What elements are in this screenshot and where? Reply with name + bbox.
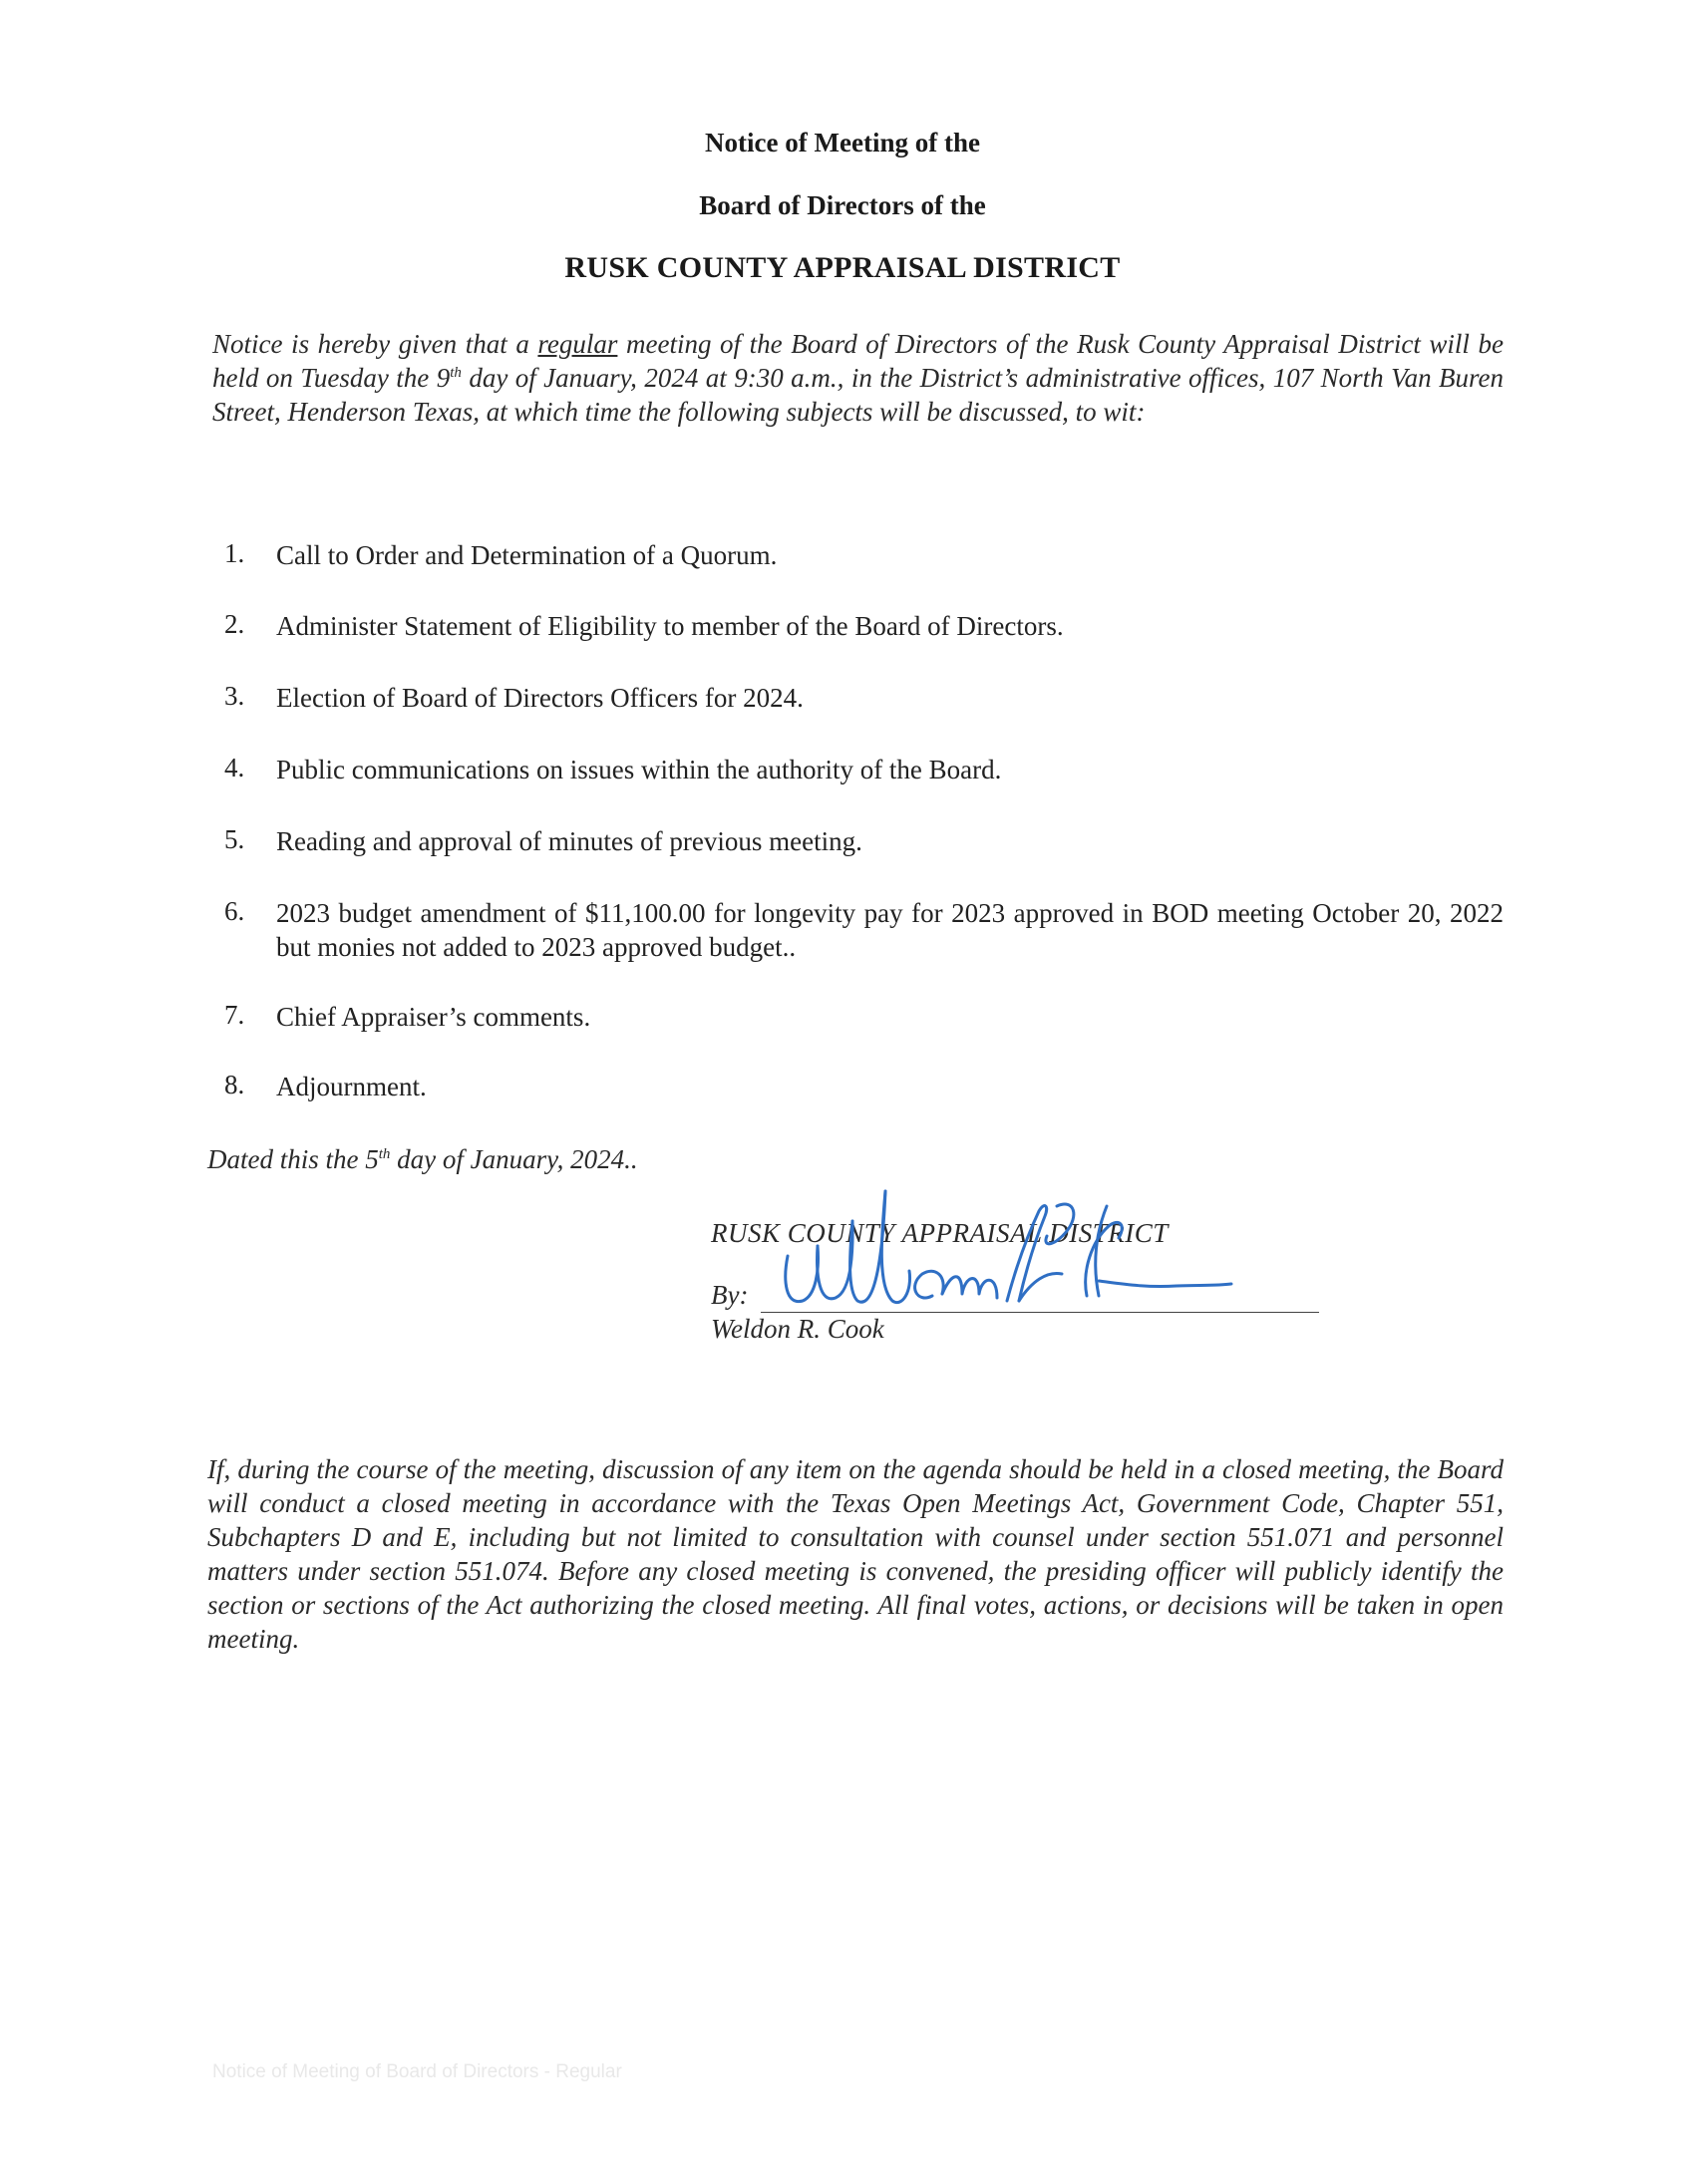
intro-text-1: Notice is hereby given that a <box>212 329 538 359</box>
faint-footer-text: Notice of Meeting of Board of Directors - Regular <box>212 2061 622 2082</box>
intro-superscript: th <box>450 365 462 381</box>
agenda-number: 2. <box>224 609 245 639</box>
agenda-text: Public communications on issues within the authority of the Board. <box>276 755 1002 784</box>
handwritten-signature <box>758 1176 1236 1326</box>
agenda-number: 3. <box>224 681 245 711</box>
agenda-number: 1. <box>224 538 245 568</box>
closing-paragraph: If, during the course of the meeting, discussion of any item on the agenda should be held in a closed meeting, the Board will conduct a closed meeting in accordance with the Texas Open Meetings Act, Government Code, Chapter 551, Subchapters D and E, including but not limited to consultation with counsel under section 551.071 and personnel matters under section 551.074. Before any closed meeting is convened, the presiding officer will publicly identify the section or sections of the Act authorizing the closed meeting. All final votes, actions, or decisions will be taken in open meeting. <box>207 1454 1504 1654</box>
agenda-number: 7. <box>224 1000 245 1030</box>
agenda-number: 6. <box>224 896 245 926</box>
title-line-1: Notice of Meeting of the <box>705 128 980 157</box>
dated-line <box>207 1144 638 1175</box>
agenda-number: 4. <box>224 753 245 782</box>
agenda-number: 8. <box>224 1070 245 1099</box>
agenda-text: Reading and approval of minutes of previous meeting. <box>276 826 862 856</box>
signatory-name: Weldon R. Cook <box>711 1314 884 1344</box>
intro-underlined-word: regular <box>537 329 618 359</box>
intro-text-3: day of January, 2024 at 9:30 a.m., in the District’s administrative offices, 107 North Van Buren Street, Henderson Texas, at which time the following subjects will be discussed, to wit: <box>212 363 1505 427</box>
intro-text-2: meeting of the Board of Directors of the Rusk County Appraisal District will be held on Tuesday the 9 <box>212 329 1505 393</box>
agenda-text: Adjournment. <box>276 1072 427 1101</box>
dated-text-1: Dated this the 5 <box>207 1144 379 1174</box>
dated-superscript: th <box>378 1146 391 1162</box>
agenda-text: Call to Order and Determination of a Quorum. <box>276 540 778 570</box>
intro-paragraph <box>212 327 1504 429</box>
title-line-3: RUSK COUNTY APPRAISAL DISTRICT <box>564 251 1121 284</box>
agenda-text: 2023 budget amendment of $11,100.00 for longevity pay for 2023 approved in BOD meeting October 20, 2022 but monies not added to 2023 approved budget.. <box>276 898 1504 962</box>
title-line-2: Board of Directors of the <box>699 190 986 220</box>
agenda-number: 5. <box>224 824 245 854</box>
dated-text-2: day of January, 2024.. <box>390 1144 638 1174</box>
signature-organization: RUSK COUNTY APPRAISAL DISTRICT <box>711 1218 1169 1248</box>
signature-by-label: By: <box>711 1280 749 1310</box>
agenda-text: Chief Appraiser’s comments. <box>276 1002 591 1032</box>
agenda-text: Administer Statement of Eligibility to member of the Board of Directors. <box>276 611 1064 641</box>
agenda-text: Election of Board of Directors Officers for 2024. <box>276 683 804 713</box>
